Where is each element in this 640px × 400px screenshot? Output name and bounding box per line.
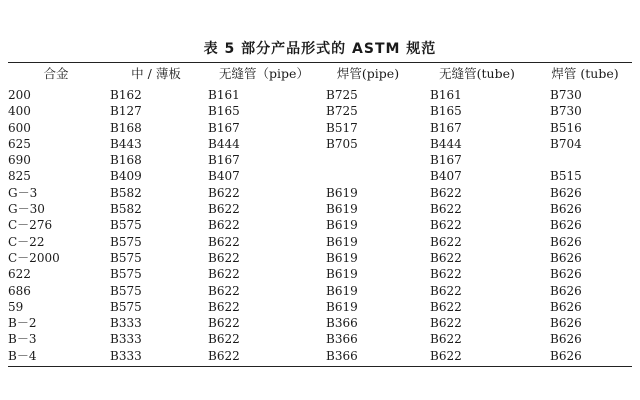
header-welded-pipe: 焊管(pipe) <box>336 66 400 81</box>
cell-welded-tube: B730 <box>550 88 582 102</box>
cell-welded-tube: B704 <box>550 136 582 151</box>
table-body <box>8 85 632 366</box>
cell-seamless-tube: B407 <box>430 169 462 184</box>
cell-alloy: C－2000 <box>8 250 60 265</box>
cell-seamless-tube: B167 <box>430 153 462 168</box>
cell-alloy: 400 <box>8 104 31 119</box>
spec-table-container <box>8 62 632 367</box>
cell-seamless-tube: B622 <box>430 267 462 282</box>
cell-alloy: 622 <box>8 267 31 282</box>
cell-seamless-tube: B165 <box>430 104 462 119</box>
cell-seamless-pipe: B167 <box>208 120 240 135</box>
cell-welded-tube: B626 <box>550 283 582 298</box>
cell-welded-pipe: B619 <box>326 250 358 265</box>
cell-seamless-pipe: B167 <box>208 153 240 168</box>
cell-alloy: G－30 <box>8 202 45 217</box>
table-row <box>8 185 632 201</box>
cell-plate-sheet: B409 <box>110 169 142 184</box>
cell-seamless-pipe: B622 <box>208 267 240 282</box>
table-row <box>8 152 632 168</box>
cell-plate-sheet: B162 <box>110 88 142 102</box>
cell-welded-tube: B626 <box>550 348 582 363</box>
cell-alloy: 625 <box>8 136 31 151</box>
cell-plate-sheet: B575 <box>110 283 142 298</box>
cell-plate-sheet: B575 <box>110 234 142 249</box>
table-row <box>8 136 632 152</box>
cell-welded-pipe: B366 <box>326 316 358 331</box>
cell-plate-sheet: B575 <box>110 250 142 265</box>
cell-seamless-tube: B622 <box>430 202 462 217</box>
table-row <box>8 250 632 266</box>
cell-plate-sheet: B582 <box>110 185 142 200</box>
cell-welded-tube: B626 <box>550 332 582 347</box>
table-row <box>8 315 632 331</box>
table-row <box>8 283 632 299</box>
cell-seamless-tube: B622 <box>430 250 462 265</box>
cell-welded-tube: B626 <box>550 202 582 217</box>
cell-seamless-pipe: B622 <box>208 234 240 249</box>
cell-welded-pipe: B725 <box>326 104 358 119</box>
cell-seamless-tube: B622 <box>430 218 462 233</box>
cell-alloy: G－3 <box>8 185 38 200</box>
table-header <box>8 63 632 85</box>
cell-welded-tube: B516 <box>550 120 582 135</box>
cell-seamless-pipe: B622 <box>208 348 240 363</box>
cell-alloy: 825 <box>8 169 31 184</box>
cell-seamless-tube: B622 <box>430 299 462 314</box>
cell-seamless-tube: B622 <box>430 234 462 249</box>
cell-plate-sheet: B575 <box>110 218 142 233</box>
cell-welded-pipe: B619 <box>326 185 358 200</box>
cell-welded-tube: B626 <box>550 299 582 314</box>
cell-seamless-pipe: B622 <box>208 185 240 200</box>
cell-plate-sheet: B333 <box>110 348 142 363</box>
cell-alloy: 59 <box>8 299 24 314</box>
header-plate-sheet: 中 / 薄板 <box>131 66 181 81</box>
table-row <box>8 168 632 184</box>
cell-welded-pipe <box>320 152 416 168</box>
cell-welded-pipe: B705 <box>326 136 358 151</box>
bottom-rule <box>8 366 632 367</box>
cell-plate-sheet: B168 <box>110 120 142 135</box>
cell-alloy: B－3 <box>8 332 37 347</box>
table-title: 表 5 部分产品形式的 ASTM 规范 <box>203 41 437 57</box>
cell-seamless-pipe: B622 <box>208 332 240 347</box>
table-row <box>8 299 632 315</box>
cell-welded-pipe: B619 <box>326 267 358 282</box>
table-row <box>8 85 632 103</box>
cell-plate-sheet: B575 <box>110 299 142 314</box>
cell-welded-tube: B626 <box>550 250 582 265</box>
cell-seamless-pipe: B161 <box>208 88 240 102</box>
cell-welded-tube: B626 <box>550 267 582 282</box>
cell-welded-pipe: B366 <box>326 348 358 363</box>
cell-welded-tube: B515 <box>550 169 582 184</box>
cell-welded-pipe: B619 <box>326 234 358 249</box>
cell-seamless-pipe: B622 <box>208 218 240 233</box>
cell-welded-tube: B626 <box>550 316 582 331</box>
cell-plate-sheet: B582 <box>110 202 142 217</box>
cell-seamless-pipe: B165 <box>208 104 240 119</box>
cell-plate-sheet: B575 <box>110 267 142 282</box>
cell-welded-pipe: B619 <box>326 202 358 217</box>
cell-seamless-pipe: B622 <box>208 250 240 265</box>
cell-welded-pipe: B619 <box>326 299 358 314</box>
cell-plate-sheet: B333 <box>110 332 142 347</box>
cell-welded-pipe: B517 <box>326 120 358 135</box>
cell-seamless-tube: B622 <box>430 316 462 331</box>
cell-welded-tube: B626 <box>550 234 582 249</box>
table-row <box>8 331 632 347</box>
cell-seamless-tube: B167 <box>430 120 462 135</box>
cell-seamless-pipe: B622 <box>208 316 240 331</box>
cell-plate-sheet: B168 <box>110 153 142 168</box>
cell-welded-tube: B730 <box>550 104 582 119</box>
cell-seamless-pipe: B622 <box>208 299 240 314</box>
table-row <box>8 103 632 119</box>
header-welded-tube: 焊管 (tube) <box>551 66 619 81</box>
cell-seamless-pipe: B622 <box>208 202 240 217</box>
table-row <box>8 217 632 233</box>
cell-alloy: 600 <box>8 120 31 135</box>
astm-spec-table <box>8 63 632 366</box>
header-seamless-tube: 无缝管(tube) <box>439 66 515 81</box>
table-row <box>8 266 632 282</box>
cell-seamless-tube: B622 <box>430 283 462 298</box>
header-alloy: 合金 <box>43 66 69 81</box>
cell-alloy: 200 <box>8 88 31 102</box>
cell-welded-pipe: B619 <box>326 218 358 233</box>
cell-seamless-tube: B622 <box>430 185 462 200</box>
cell-alloy: C－22 <box>8 234 45 249</box>
cell-alloy: B－4 <box>8 348 37 363</box>
cell-welded-pipe: B366 <box>326 332 358 347</box>
table-row <box>8 234 632 250</box>
header-seamless-pipe: 无缝管（pipe） <box>219 66 309 81</box>
cell-seamless-pipe: B407 <box>208 169 240 184</box>
cell-welded-tube: B626 <box>550 218 582 233</box>
cell-seamless-pipe: B622 <box>208 283 240 298</box>
cell-alloy: 686 <box>8 283 31 298</box>
cell-seamless-tube: B622 <box>430 348 462 363</box>
cell-seamless-tube: B444 <box>430 136 462 151</box>
table-row <box>8 348 632 366</box>
cell-seamless-tube: B622 <box>430 332 462 347</box>
cell-welded-tube: B626 <box>550 185 582 200</box>
cell-plate-sheet: B333 <box>110 316 142 331</box>
cell-welded-pipe: B725 <box>326 88 358 102</box>
header-row <box>8 63 632 85</box>
cell-alloy: B－2 <box>8 316 37 331</box>
cell-plate-sheet: B127 <box>110 104 142 119</box>
cell-seamless-pipe: B444 <box>208 136 240 151</box>
cell-seamless-tube: B161 <box>430 88 462 102</box>
table-row <box>8 120 632 136</box>
cell-plate-sheet: B443 <box>110 136 142 151</box>
table-row <box>8 201 632 217</box>
cell-welded-pipe: B619 <box>326 283 358 298</box>
cell-welded-tube <box>538 152 632 168</box>
cell-alloy: C－276 <box>8 218 53 233</box>
cell-welded-pipe <box>320 168 416 184</box>
cell-alloy: 690 <box>8 153 31 168</box>
